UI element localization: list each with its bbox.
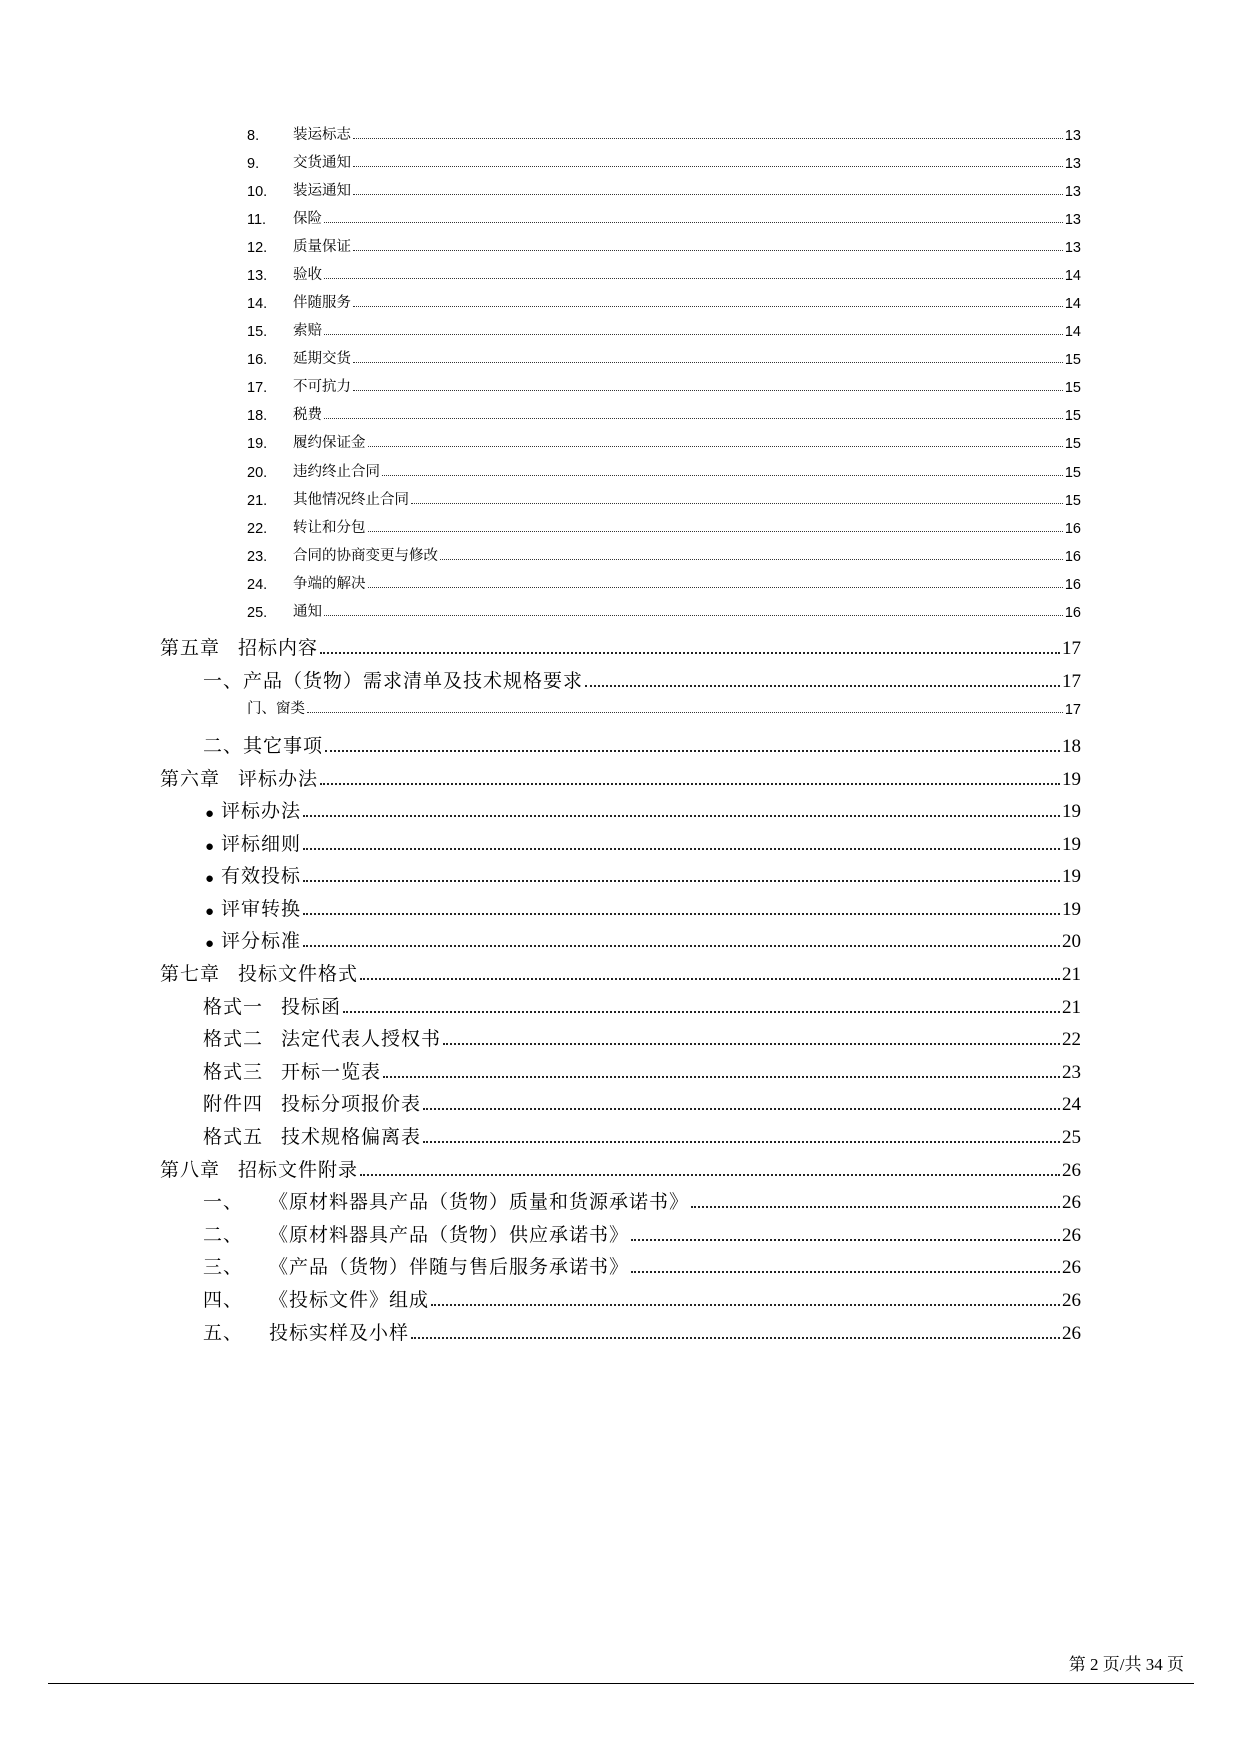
toc-entry-page-number: 20 (1062, 931, 1081, 952)
toc-entry-number: 13. (247, 268, 268, 284)
toc-entry (247, 599, 1081, 621)
toc-dot-leader (353, 250, 1063, 251)
toc-entry-page-number: 26 (1062, 1323, 1081, 1344)
toc-entry (247, 402, 1081, 424)
toc-entry-page-number: 19 (1062, 899, 1081, 920)
toc-entry-page-number: 21 (1062, 964, 1081, 985)
toc-entry (203, 728, 1081, 758)
toc-entry-title: 履约保证金 (293, 435, 366, 451)
toc-dot-leader (631, 1271, 1060, 1273)
toc-entry-page-number: 16 (1064, 605, 1081, 621)
toc-entry-number: 22. (247, 521, 268, 537)
toc-dot-leader (324, 334, 1063, 335)
toc-entry-page-number: 19 (1062, 866, 1081, 887)
toc-entry-number: 16. (247, 352, 268, 368)
toc-entry (203, 1282, 1081, 1312)
toc-entry-prefix: 第七章 (160, 964, 221, 985)
toc-entry-page-number: 16 (1064, 549, 1081, 565)
toc-entry-title: 评分标准 (221, 931, 302, 952)
toc-dot-leader (443, 1043, 1060, 1045)
toc-dot-leader (631, 1239, 1060, 1241)
toc-dot-leader (440, 559, 1063, 560)
toc-entry (160, 1152, 1081, 1182)
toc-entry (247, 206, 1081, 228)
toc-dot-leader (353, 166, 1063, 167)
toc-entry-number: 24. (247, 577, 268, 593)
toc-entry-page-number: 14 (1064, 268, 1081, 284)
toc-entry-prefix: 第八章 (160, 1160, 221, 1181)
toc-entry-page-number: 19 (1062, 834, 1081, 855)
toc-entry (203, 663, 1081, 693)
toc-entry-title: 技术规格偏离表 (281, 1127, 422, 1148)
toc-entry-prefix: 格式一 (203, 997, 264, 1018)
black-circle-bullet-icon: ● (205, 936, 215, 952)
toc-entry-title: 《产品（货物）伴随与售后服务承诺书》 (269, 1257, 630, 1278)
toc-entry (203, 1184, 1081, 1214)
toc-entry-title: 门、窗类 (247, 701, 305, 717)
toc-entry-page-number: 26 (1062, 1192, 1081, 1213)
toc-entry (247, 374, 1081, 396)
toc-entry-page-number: 24 (1062, 1094, 1081, 1115)
toc-entry-page-number: 15 (1064, 352, 1081, 368)
toc-entry (203, 1315, 1081, 1345)
toc-entry-page-number: 23 (1062, 1062, 1081, 1083)
toc-entry-title: 保险 (293, 211, 322, 227)
toc-entry (247, 430, 1081, 452)
black-circle-bullet-icon: ● (205, 839, 215, 855)
toc-entry-page-number: 26 (1062, 1160, 1081, 1181)
toc-dot-leader (303, 880, 1060, 882)
toc-entry (247, 234, 1081, 256)
toc-entry-page-number: 22 (1062, 1029, 1081, 1050)
toc-entry (160, 630, 1081, 660)
page-number-footer: 第 2 页/共 34 页 (1068, 1655, 1184, 1674)
toc-entry (160, 761, 1081, 791)
toc-entry (247, 459, 1081, 481)
toc-dot-leader (303, 945, 1060, 947)
toc-entry-title: 《投标文件》组成 (269, 1290, 430, 1311)
toc-dot-leader (423, 1108, 1060, 1110)
toc-entry-page-number: 17 (1062, 638, 1081, 659)
toc-entry-prefix: 第六章 (160, 769, 221, 790)
toc-entry (247, 178, 1081, 200)
black-circle-bullet-icon: ● (205, 871, 215, 887)
toc-entry-number: 11. (247, 212, 267, 228)
toc-entry-prefix: 第五章 (160, 638, 221, 659)
black-circle-bullet-icon: ● (205, 904, 215, 920)
toc-dot-leader (303, 913, 1060, 915)
toc-entry-page-number: 15 (1064, 493, 1081, 509)
toc-entry-page-number: 21 (1062, 997, 1081, 1018)
toc-entry-page-number: 26 (1062, 1225, 1081, 1246)
toc-dot-leader (368, 587, 1063, 588)
toc-entry (247, 122, 1081, 144)
toc-dot-leader (320, 783, 1060, 785)
toc-entry-number: 17. (247, 380, 268, 396)
toc-entry-title: 合同的协商变更与修改 (293, 548, 438, 564)
toc-entry-page-number: 14 (1064, 296, 1081, 312)
toc-entry (203, 1217, 1081, 1247)
toc-entry-page-number: 17 (1064, 702, 1081, 718)
toc-entry (160, 956, 1081, 986)
toc-entry-title: 有效投标 (221, 866, 302, 887)
toc-entry-title: 投标实样及小样 (269, 1323, 410, 1344)
toc-entry-page-number: 16 (1064, 521, 1081, 537)
toc-entry-page-number: 26 (1062, 1290, 1081, 1311)
toc-entry-number: 20. (247, 465, 268, 481)
toc-entry-page-number: 13 (1064, 240, 1081, 256)
toc-dot-leader (353, 306, 1063, 307)
toc-entry-number: 14. (247, 296, 268, 312)
toc-entry-title: 违约终止合同 (293, 464, 380, 480)
toc-entry-title: 一、产品（货物）需求清单及技术规格要求 (203, 671, 584, 692)
toc-entry-title: 《原材料器具产品（货物）供应承诺书》 (269, 1225, 630, 1246)
toc-entry (205, 826, 1081, 856)
toc-entry-number: 21. (247, 493, 268, 509)
toc-entry (203, 1249, 1081, 1279)
toc-entry-title: 索赔 (293, 323, 322, 339)
toc-entry-number: 15. (247, 324, 268, 340)
toc-entry-page-number: 25 (1062, 1127, 1081, 1148)
toc-entry-title: 验收 (293, 267, 322, 283)
toc-entry-prefix: 五、 (203, 1323, 244, 1344)
toc-entry-page-number: 13 (1064, 128, 1081, 144)
toc-entry-title: 不可抗力 (293, 379, 351, 395)
toc-dot-leader (423, 1141, 1060, 1143)
toc-entry-title: 投标文件格式 (238, 964, 359, 985)
toc-entry-title: 交货通知 (293, 155, 351, 171)
toc-entry-title: 评标办法 (238, 769, 319, 790)
toc-entry (205, 923, 1081, 953)
toc-entry-title: 评标细则 (221, 834, 302, 855)
toc-entry-title: 《原材料器具产品（货物）质量和货源承诺书》 (269, 1192, 690, 1213)
toc-dot-leader (353, 390, 1063, 391)
toc-entry-page-number: 13 (1064, 156, 1081, 172)
toc-dot-leader (324, 615, 1063, 616)
toc-entry-title: 评审转换 (221, 899, 302, 920)
toc-entry-page-number: 15 (1064, 408, 1081, 424)
toc-entry-title: 招标文件附录 (238, 1160, 359, 1181)
toc-dot-leader (431, 1304, 1060, 1306)
toc-entry-title: 装运标志 (293, 127, 351, 143)
toc-dot-leader (343, 1011, 1060, 1013)
toc-entry-page-number: 19 (1062, 769, 1081, 790)
toc-entry-page-number: 26 (1062, 1257, 1081, 1278)
toc-entry-title: 税费 (293, 407, 322, 423)
toc-entry (247, 290, 1081, 312)
toc-entry-title: 其他情况终止合同 (293, 492, 409, 508)
toc-dot-leader (360, 1174, 1060, 1176)
toc-dot-leader (368, 446, 1063, 447)
toc-entry-prefix: 格式三 (203, 1062, 264, 1083)
toc-entry-title: 质量保证 (293, 239, 351, 255)
toc-dot-leader (360, 978, 1060, 980)
toc-entry (247, 262, 1081, 284)
toc-entry-page-number: 15 (1064, 465, 1081, 481)
toc-entry-page-number: 13 (1064, 212, 1081, 228)
toc-entry-title: 延期交货 (293, 351, 351, 367)
toc-entry-prefix: 四、 (203, 1290, 244, 1311)
toc-entry-page-number: 14 (1064, 324, 1081, 340)
toc-dot-leader (307, 712, 1063, 713)
toc-entry-prefix: 格式二 (203, 1029, 264, 1050)
toc-entry-page-number: 18 (1062, 736, 1081, 757)
toc-dot-leader (691, 1206, 1060, 1208)
toc-entry-prefix: 三、 (203, 1257, 244, 1278)
toc-entry (247, 346, 1081, 368)
toc-entry (203, 1021, 1081, 1051)
toc-dot-leader (368, 531, 1063, 532)
toc-dot-leader (353, 138, 1063, 139)
toc-dot-leader (303, 815, 1060, 817)
toc-entry-title: 通知 (293, 604, 322, 620)
toc-dot-leader (382, 475, 1063, 476)
toc-dot-leader (411, 503, 1063, 504)
toc-entry-title: 评标办法 (221, 801, 302, 822)
toc-dot-leader (303, 848, 1060, 850)
toc-entry (247, 487, 1081, 509)
toc-dot-leader (353, 194, 1063, 195)
toc-entry (205, 891, 1081, 921)
toc-entry-title: 投标函 (281, 997, 342, 1018)
toc-entry (247, 515, 1081, 537)
toc-entry-page-number: 19 (1062, 801, 1081, 822)
toc-entry (203, 989, 1081, 1019)
toc-entry-number: 25. (247, 605, 268, 621)
toc-entry-title: 投标分项报价表 (281, 1094, 422, 1115)
toc-entry-prefix: 一、 (203, 1192, 244, 1213)
toc-entry (203, 1086, 1081, 1116)
toc-entry-number: 9. (247, 156, 260, 172)
toc-entry-page-number: 13 (1064, 184, 1081, 200)
toc-entry (205, 858, 1081, 888)
toc-entry-title: 争端的解决 (293, 576, 366, 592)
toc-entry-title: 法定代表人授权书 (281, 1029, 442, 1050)
toc-entry-number: 8. (247, 128, 260, 144)
toc-entry (203, 1119, 1081, 1149)
toc-entry (247, 150, 1081, 172)
toc-entry (247, 318, 1081, 340)
toc-dot-leader (353, 362, 1063, 363)
toc-entry-number: 23. (247, 549, 268, 565)
toc-entry-prefix: 二、 (203, 1225, 244, 1246)
toc-dot-leader (324, 278, 1063, 279)
toc-entry-page-number: 15 (1064, 380, 1081, 396)
toc-entry-number: 18. (247, 408, 268, 424)
toc-entry-number: 19. (247, 436, 268, 452)
toc-dot-leader (383, 1076, 1060, 1078)
toc-dot-leader (411, 1337, 1060, 1339)
toc-entry-prefix: 附件四 (203, 1094, 264, 1115)
toc-entry-page-number: 17 (1062, 671, 1081, 692)
footer-divider (48, 1683, 1194, 1684)
toc-entry-number: 10. (247, 184, 268, 200)
toc-entry-title: 转让和分包 (293, 520, 366, 536)
toc-entry-title: 装运通知 (293, 183, 351, 199)
toc-entry-title: 招标内容 (238, 638, 319, 659)
toc-entry-page-number: 16 (1064, 577, 1081, 593)
toc-entry (247, 696, 1081, 718)
toc-entry (203, 1054, 1081, 1084)
toc-entry (247, 543, 1081, 565)
toc-entry-title: 二、其它事项 (203, 736, 324, 757)
toc-entry-page-number: 15 (1064, 436, 1081, 452)
toc-entry-number: 12. (247, 240, 268, 256)
toc-entry-prefix: 格式五 (203, 1127, 264, 1148)
toc-dot-leader (585, 685, 1060, 687)
toc-dot-leader (325, 750, 1060, 752)
black-circle-bullet-icon: ● (205, 806, 215, 822)
toc-entry (205, 793, 1081, 823)
toc-entry-title: 开标一览表 (281, 1062, 382, 1083)
toc-entry (247, 571, 1081, 593)
toc-dot-leader (320, 652, 1060, 654)
toc-dot-leader (324, 222, 1063, 223)
toc-entry-title: 伴随服务 (293, 295, 351, 311)
toc-dot-leader (324, 418, 1063, 419)
